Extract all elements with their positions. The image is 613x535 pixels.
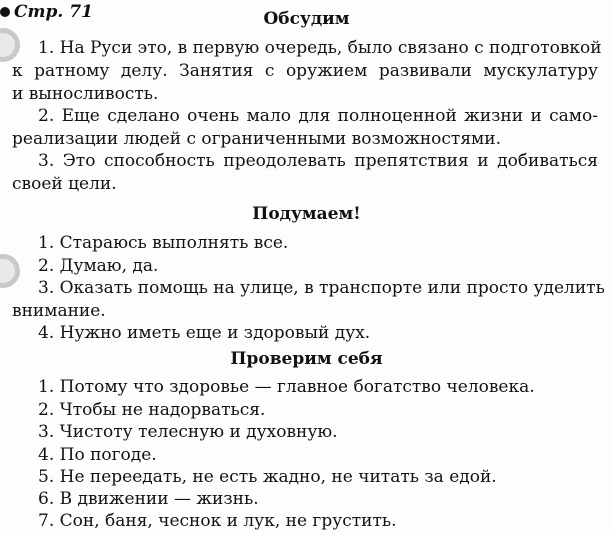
text-line: 3. Чистоту телесную и духовную. (38, 422, 338, 442)
text-line: 2. Чтобы не надорваться. (38, 400, 266, 420)
text-line: 3. Оказать помощь на улице, в транспорте или просто уделить (38, 278, 605, 298)
text-line: и выносливость. (12, 84, 159, 104)
text-line: 1. На Руси это, в первую очередь, было связано с подготовкой (38, 38, 602, 58)
binder-ring-icon (0, 254, 20, 288)
section-heading-check: Проверим себя (230, 349, 383, 369)
section-heading-think: Подумаем! (252, 204, 361, 224)
text-line: 7. Сон, баня, чеснок и лук, не грустить. (38, 511, 397, 531)
text-line: внимание. (12, 301, 106, 321)
text-line: к ратному делу. Занятия с оружием развивали мускулатуру (12, 61, 598, 81)
text-line: 2. Думаю, да. (38, 256, 159, 276)
text-line: своей цели. (12, 174, 117, 194)
text-line: 1. Потому что здоровье — главное богатство человека. (38, 377, 535, 397)
text-line: 4. Нужно иметь еще и здоровый дух. (38, 323, 371, 343)
page-label: Стр. 71 (14, 2, 93, 22)
text-line: 1. Стараюсь выполнять все. (38, 233, 289, 253)
text-line: 3. Это способность преодолевать препятствия и добиваться (38, 151, 598, 171)
section-heading-discuss: Обсудим (263, 9, 350, 29)
text-line: 6. В движении — жизнь. (38, 489, 259, 509)
text-line: 2. Еще сделано очень мало для полноценной жизни и само- (38, 106, 598, 126)
text-line: 5. Не переедать, не есть жадно, не читать за едой. (38, 467, 497, 487)
text-line: реализации людей с ограниченными возможностями. (12, 129, 502, 149)
text-line: 4. По погоде. (38, 445, 157, 465)
binder-ring-icon (0, 28, 20, 62)
